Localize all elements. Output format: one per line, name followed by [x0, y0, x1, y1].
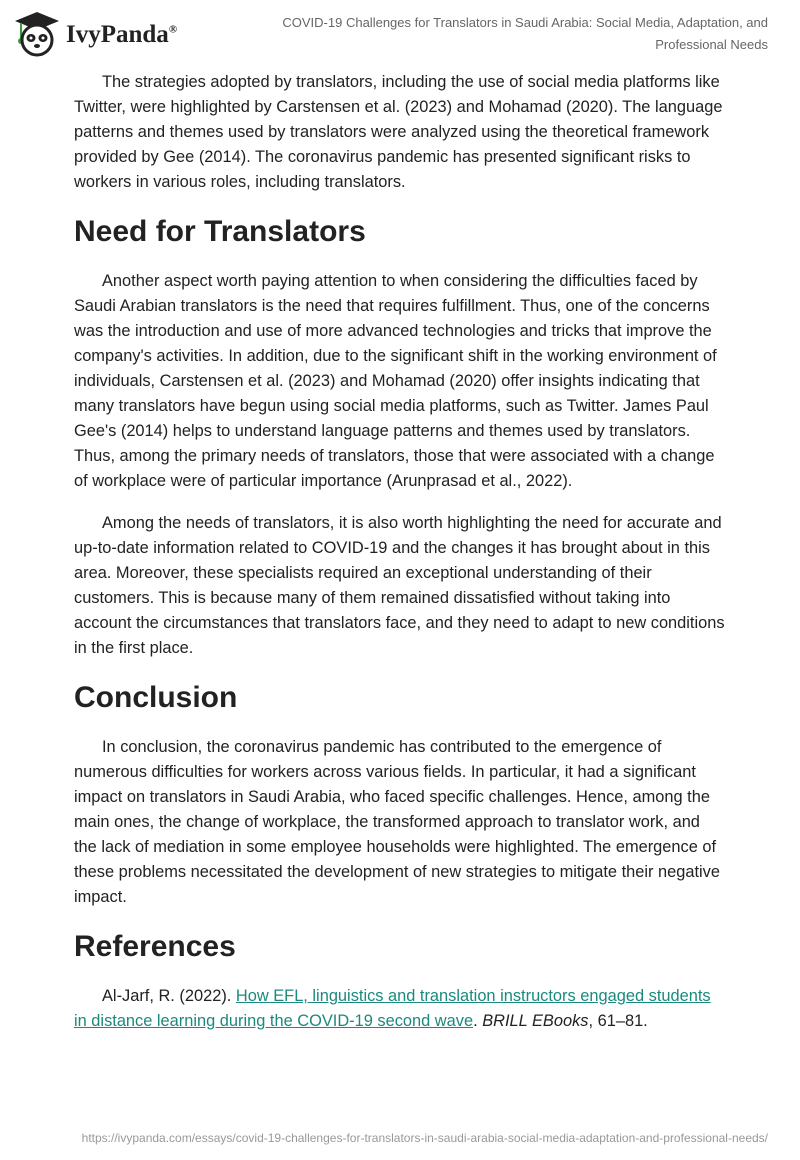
references-heading: References [74, 930, 236, 963]
essay-content [74, 70, 726, 1051]
need-paragraph-1: Another aspect worth paying attention to when considering the difficulties faced by Saudi Arabian translators is the need that requires fulfillment. Thus, one of the concerns was the introduction and use of more advanced technologies and tricks that improve the company's activities. In addition, due to the significant shift in the working environment of individuals, Carstensen et al. (2023) and Mohamad (2020) offer insights indicating that many translators have begun using social media platforms, such as Twitter. James Paul Gee's (2014) helps to understand language patterns and themes used by translators. Thus, among the primary needs of translators, those that were associated with a change of workplace were of particular importance (Arunprasad et al., 2022). [74, 272, 717, 490]
need-paragraph-2: Among the needs of translators, it is also worth highlighting the need for accurate and up-to-date information related to COVID-19 and the changes it has brought about in this area. Moreover, these specialists required an exceptional understanding of their customers. This is because many of them remained dissatisfied without taking into account the circumstances that translators face, and they need to adapt to new conditions in the first place. [74, 514, 725, 657]
reference-author: Al-Jarf, R. (2022). [102, 987, 236, 1005]
reference-link[interactable]: How EFL, linguistics and translation instructors engaged students in distance learning during the COVID-19 second wave [74, 987, 711, 1030]
ivypanda-logo[interactable] [12, 8, 177, 58]
conclusion-paragraph: In conclusion, the coronavirus pandemic has contributed to the emergence of numerous difficulties for workers across various fields. In particular, it had a significant impact on translators in Saudi Arabia, who faced specific challenges. Hence, among the main ones, the change of workplace, the transformed approach to translator work, and the lack of mediation in some employee households were highlighted. The emergence of these problems necessitated the development of new strategies to mitigate their negative impact. [74, 738, 720, 906]
footer-url: https://ivypanda.com/essays/covid-19-challenges-for-translators-in-saudi-arabia-social-media-adaptation-and-professional-needs/ [81, 1131, 768, 1145]
reference-pages: , 61–81. [588, 1012, 648, 1030]
conclusion-heading: Conclusion [74, 681, 238, 714]
need-heading: Need for Translators [74, 215, 366, 248]
intro-paragraph: The strategies adopted by translators, including the use of social media platforms like Twitter, were highlighted by Carstensen et al. (2023) and Mohamad (2020). The language patterns and themes used by translators were analyzed using the theoretical framework provided by Gee (2014). The coronavirus pandemic has presented significant risks to workers in various roles, including translators. [74, 73, 723, 191]
reference-source: BRILL EBooks [482, 1012, 589, 1030]
reference-item [74, 984, 726, 1034]
panda-graduate-icon [12, 8, 62, 58]
reference-punct: . [473, 1012, 483, 1030]
document-title: COVID-19 Challenges for Translators in Saudi Arabia: Social Media, Adaptation, and Professional Needs [282, 15, 768, 52]
logo-text: IvyPanda® [66, 21, 178, 48]
